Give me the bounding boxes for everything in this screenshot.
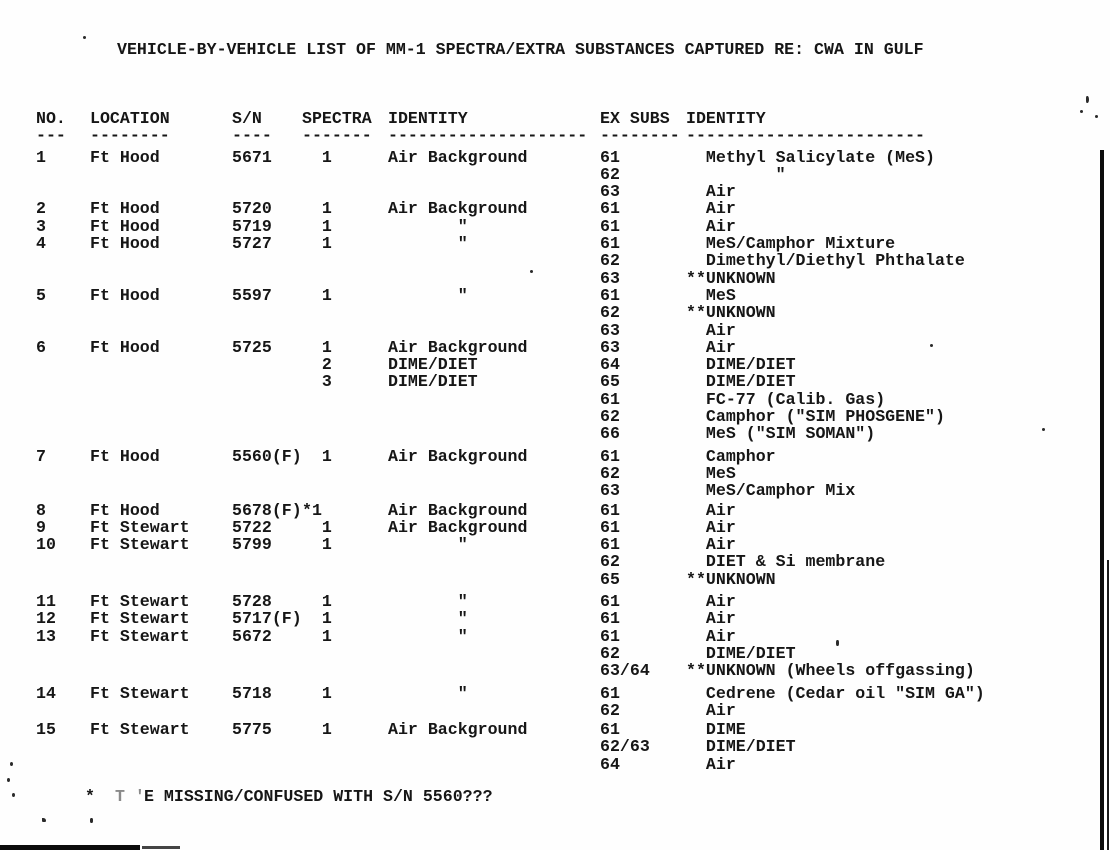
cell-ex-subs: 61 (600, 389, 620, 409)
cell-ex-subs: 62 (600, 303, 620, 323)
table-row (0, 570, 1110, 587)
vehicle-table (0, 109, 1110, 772)
footnote-faded-text: T ' (115, 787, 145, 806)
cell-identity: Air Background (388, 147, 528, 167)
scan-edge-line-right (1100, 150, 1104, 850)
table-header-row-sp: SPECTRA (302, 109, 372, 128)
cell-ex-subs: 66 (600, 424, 620, 444)
cell-ex-subs: 61 (600, 720, 620, 740)
cell-spectra: 2 (302, 355, 332, 375)
cell-ex-subs: 62/63 (600, 737, 650, 757)
cell-ex-subs: 65 (600, 569, 620, 589)
cell-ex-subs: 62 (600, 407, 620, 427)
cell-ex-identity: Dimethyl/Diethyl Phthalate (686, 251, 965, 271)
table-underline-row-sn: ---- (232, 126, 272, 146)
cell-ex-identity: Cedrene (Cedar oil "SIM GA") (686, 683, 985, 703)
cell-ex-subs: 61 (600, 147, 620, 167)
cell-no: 3 (36, 216, 46, 236)
cell-location: Ft Hood (90, 234, 160, 254)
cell-location: Ft Hood (90, 285, 160, 305)
cell-ex-identity: Air (686, 754, 736, 774)
cell-no: 13 (36, 626, 56, 646)
cell-sn: 5560(F) (232, 446, 302, 466)
cell-ex-identity: " (686, 164, 786, 184)
table-row (0, 627, 1110, 644)
cell-no: 6 (36, 337, 46, 357)
cell-identity: " (388, 216, 468, 236)
table-row (0, 661, 1110, 681)
cell-identity: Air Background (388, 446, 528, 466)
cell-ex-subs: 61 (600, 199, 620, 219)
table-row (0, 755, 1110, 772)
document-title: VEHICLE-BY-VEHICLE LIST OF MM-1 SPECTRA/EXTRA SUBSTANCES CAPTURED RE: CWA IN GULF (117, 40, 924, 59)
table-row (0, 701, 1110, 718)
cell-location: Ft Stewart (90, 626, 190, 646)
scan-speckle (7, 778, 10, 782)
scan-speckle (12, 793, 15, 797)
cell-no: 1 (36, 147, 46, 167)
cell-location: Ft Hood (90, 216, 160, 236)
cell-spectra: *1 (302, 500, 322, 520)
table-row (0, 684, 1110, 701)
cell-ex-subs: 61 (600, 234, 620, 254)
footnote (0, 787, 1110, 805)
table-row (0, 251, 1110, 271)
table-row (0, 355, 1110, 375)
table-header-row-no: NO. (36, 109, 66, 128)
table-row (0, 269, 1110, 286)
cell-no: 14 (36, 683, 56, 703)
cell-ex-identity: Air (686, 500, 736, 520)
cell-ex-identity: **UNKNOWN (686, 569, 776, 589)
cell-ex-identity: Camphor (686, 446, 776, 466)
cell-ex-identity: MeS/Camphor Mixture (686, 234, 896, 254)
cell-location: Ft Stewart (90, 592, 190, 612)
cell-spectra: 1 (302, 626, 332, 646)
cell-ex-identity: Air (686, 535, 736, 555)
cell-identity: " (388, 234, 468, 254)
table-underline-row-ex: -------- (600, 126, 680, 146)
cell-spectra: 1 (302, 216, 332, 236)
scan-edge-bar-bottom-2 (142, 846, 180, 849)
cell-ex-subs: 61 (600, 216, 620, 236)
scan-edge-bar-bottom (0, 845, 140, 850)
cell-ex-subs: 61 (600, 592, 620, 612)
cell-ex-subs: 62 (600, 643, 620, 663)
cell-ex-subs: 62 (600, 463, 620, 483)
cell-ex-subs: 63 (600, 481, 620, 501)
cell-ex-identity: Air (686, 700, 736, 720)
cell-location: Ft Hood (90, 500, 160, 520)
table-row (0, 286, 1110, 303)
cell-ex-identity: MeS/Camphor Mix (686, 481, 856, 501)
scan-speckle (836, 640, 839, 646)
cell-spectra: 3 (302, 372, 332, 392)
cell-location: Ft Hood (90, 147, 160, 167)
cell-identity: " (388, 285, 468, 305)
table-underline-row (0, 126, 1110, 146)
table-row (0, 182, 1110, 202)
cell-no: 11 (36, 592, 56, 612)
cell-no: 8 (36, 500, 46, 520)
cell-identity: Air Background (388, 720, 528, 740)
cell-sn: 5728 (232, 592, 272, 612)
cell-sn: 5678(F) (232, 500, 302, 520)
cell-sn: 5725 (232, 337, 272, 357)
table-row (0, 518, 1110, 535)
table-underline-row-loc: -------- (90, 126, 170, 146)
cell-ex-identity: DIME/DIET (686, 643, 796, 663)
table-row (0, 338, 1110, 355)
scan-speckle (1042, 428, 1045, 431)
cell-ex-identity: DIME/DIET (686, 355, 796, 375)
table-header-row-loc: LOCATION (90, 109, 170, 128)
cell-ex-identity: Air (686, 592, 736, 612)
cell-ex-identity: MeS (686, 463, 736, 483)
cell-spectra: 1 (302, 234, 332, 254)
cell-location: Ft Hood (90, 199, 160, 219)
cell-no: 12 (36, 609, 56, 629)
table-row (0, 720, 1110, 740)
table-row (0, 552, 1110, 572)
cell-identity: Air Background (388, 517, 528, 537)
cell-ex-subs: 62 (600, 164, 620, 184)
cell-identity: DIME/DIET (388, 372, 478, 392)
cell-ex-subs: 61 (600, 285, 620, 305)
cell-ex-identity: Air (686, 337, 736, 357)
table-row (0, 148, 1110, 165)
footnote-text: E MISSING/CONFUSED WITH S/N 5560??? (144, 787, 493, 806)
table-header-row (0, 109, 1110, 126)
table-row (0, 407, 1110, 427)
cell-no: 5 (36, 285, 46, 305)
scan-speckle (1080, 110, 1083, 113)
scan-speckle (530, 270, 533, 273)
cell-spectra: 1 (302, 147, 332, 167)
cell-identity: " (388, 626, 468, 646)
table-underline-row-sp: ------- (302, 126, 372, 146)
table-underline-row-no: --- (36, 126, 66, 146)
table-header-row-id: IDENTITY (388, 109, 468, 128)
cell-identity: Air Background (388, 500, 528, 520)
scan-speckle (42, 818, 46, 822)
cell-sn: 5671 (232, 147, 272, 167)
cell-sn: 5597 (232, 285, 272, 305)
table-underline-row-exid: ------------------------ (686, 126, 925, 146)
scan-speckle (90, 818, 93, 823)
cell-ex-subs: 63 (600, 337, 620, 357)
cell-ex-subs: 62 (600, 552, 620, 572)
scan-speckle (1086, 96, 1089, 103)
cell-ex-subs: 61 (600, 626, 620, 646)
table-row (0, 372, 1110, 392)
cell-ex-identity: DIET & Si membrane (686, 552, 886, 572)
cell-no: 9 (36, 517, 46, 537)
cell-spectra: 1 (302, 337, 332, 357)
table-row (0, 165, 1110, 182)
cell-location: Ft Stewart (90, 683, 190, 703)
cell-ex-subs: 61 (600, 683, 620, 703)
cell-location: Ft Stewart (90, 535, 190, 555)
cell-ex-subs: 64 (600, 754, 620, 774)
table-row (0, 303, 1110, 323)
cell-identity: DIME/DIET (388, 355, 478, 375)
cell-identity: " (388, 683, 468, 703)
table-header-row-exid: IDENTITY (686, 109, 766, 128)
scan-speckle (83, 36, 86, 39)
cell-spectra: 1 (302, 285, 332, 305)
cell-ex-subs: 65 (600, 372, 620, 392)
cell-ex-identity: Air (686, 609, 736, 629)
table-header-row-ex: EX SUBS (600, 109, 670, 128)
cell-ex-identity: Camphor ("SIM PHOSGENE") (686, 407, 945, 427)
table-row (0, 424, 1110, 444)
table-row (0, 217, 1110, 234)
cell-sn: 5720 (232, 199, 272, 219)
cell-ex-identity: Air (686, 182, 736, 202)
cell-spectra: 1 (302, 720, 332, 740)
cell-location: Ft Stewart (90, 609, 190, 629)
cell-spectra: 1 (302, 609, 332, 629)
table-row (0, 199, 1110, 219)
scan-speckle (10, 762, 13, 766)
table-row (0, 447, 1110, 464)
cell-ex-identity: **UNKNOWN (686, 303, 776, 323)
table-row (0, 592, 1110, 612)
cell-identity: " (388, 609, 468, 629)
cell-spectra: 1 (302, 535, 332, 555)
cell-ex-identity: Air (686, 216, 736, 236)
cell-ex-subs: 61 (600, 446, 620, 466)
cell-ex-identity: Air (686, 320, 736, 340)
cell-ex-subs: 64 (600, 355, 620, 375)
table-underline-row-id: -------------------- (388, 126, 588, 146)
cell-sn: 5672 (232, 626, 272, 646)
cell-identity: Air Background (388, 199, 528, 219)
cell-sn: 5718 (232, 683, 272, 703)
cell-ex-subs: 63 (600, 182, 620, 202)
cell-spectra: 1 (302, 683, 332, 703)
cell-ex-subs: 61 (600, 609, 620, 629)
cell-ex-subs: 63/64 (600, 661, 650, 681)
cell-identity: " (388, 535, 468, 555)
cell-ex-identity: Air (686, 517, 736, 537)
table-row (0, 535, 1110, 555)
table-row (0, 644, 1110, 661)
table-row (0, 321, 1110, 338)
cell-ex-identity: FC-77 (Calib. Gas) (686, 389, 886, 409)
cell-location: Ft Stewart (90, 720, 190, 740)
cell-ex-identity: DIME/DIET (686, 737, 796, 757)
cell-ex-identity: **UNKNOWN (Wheels offgassing) (686, 661, 975, 681)
cell-ex-identity: Air (686, 199, 736, 219)
cell-spectra: 1 (302, 446, 332, 466)
scan-speckle (1095, 115, 1098, 118)
cell-ex-identity: Air (686, 626, 736, 646)
cell-identity: " (388, 592, 468, 612)
cell-no: 10 (36, 535, 56, 555)
cell-ex-identity: MeS ("SIM SOMAN") (686, 424, 876, 444)
cell-ex-identity: Methyl Salicylate (MeS) (686, 147, 935, 167)
cell-sn: 5775 (232, 720, 272, 740)
cell-no: 15 (36, 720, 56, 740)
cell-ex-identity: DIME/DIET (686, 372, 796, 392)
cell-location: Ft Hood (90, 337, 160, 357)
cell-ex-subs: 61 (600, 500, 620, 520)
table-row (0, 609, 1110, 629)
cell-ex-subs: 61 (600, 517, 620, 537)
table-row (0, 501, 1110, 518)
cell-ex-identity: MeS (686, 285, 736, 305)
cell-sn: 5719 (232, 216, 272, 236)
cell-spectra: 1 (302, 517, 332, 537)
cell-ex-identity: **UNKNOWN (686, 268, 776, 288)
table-row (0, 481, 1110, 501)
cell-ex-subs: 63 (600, 268, 620, 288)
table-row (0, 390, 1110, 407)
cell-sn: 5799 (232, 535, 272, 555)
table-row (0, 234, 1110, 254)
cell-location: Ft Hood (90, 446, 160, 466)
footnote-asterisk: * (85, 787, 95, 806)
cell-ex-subs: 63 (600, 320, 620, 340)
cell-ex-identity: DIME (686, 720, 746, 740)
cell-spectra: 1 (302, 199, 332, 219)
cell-no: 7 (36, 446, 46, 466)
cell-no: 4 (36, 234, 46, 254)
scan-edge-line-right-outer (1107, 560, 1109, 850)
table-row (0, 737, 1110, 757)
cell-sn: 5717(F) (232, 609, 302, 629)
cell-ex-subs: 62 (600, 251, 620, 271)
cell-no: 2 (36, 199, 46, 219)
table-row (0, 464, 1110, 481)
cell-identity: Air Background (388, 337, 528, 357)
cell-sn: 5727 (232, 234, 272, 254)
cell-ex-subs: 62 (600, 700, 620, 720)
cell-location: Ft Stewart (90, 517, 190, 537)
scan-speckle (930, 344, 933, 347)
cell-ex-subs: 61 (600, 535, 620, 555)
table-header-row-sn: S/N (232, 109, 262, 128)
cell-spectra: 1 (302, 592, 332, 612)
cell-sn: 5722 (232, 517, 272, 537)
